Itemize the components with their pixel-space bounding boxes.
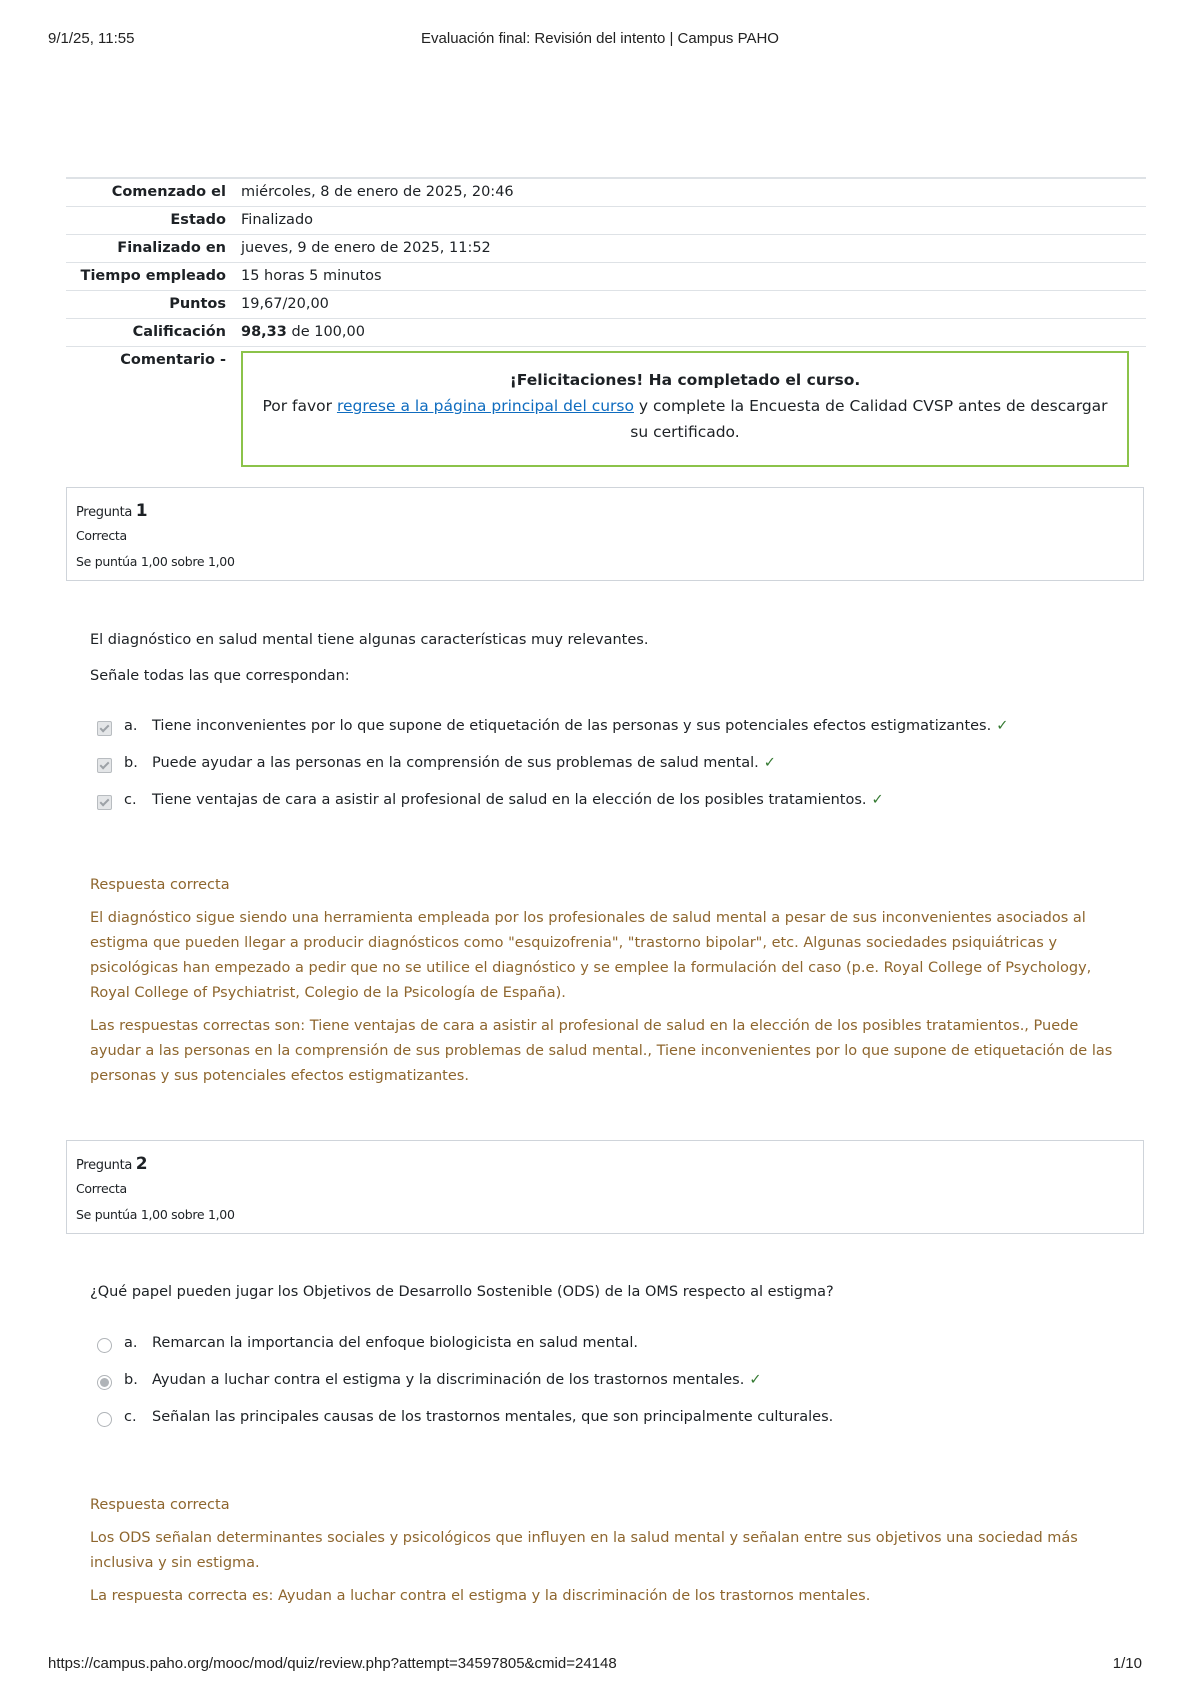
answer-letter: b. — [124, 1372, 138, 1388]
summary-value: Finalizado — [241, 212, 314, 228]
question-label: Pregunta — [76, 1158, 133, 1173]
answer-letter: a. — [124, 718, 138, 734]
question-grade: Se puntúa 1,00 sobre 1,00 — [76, 1207, 235, 1222]
print-page-title: Evaluación final: Revisión del intento | Campus PAHO — [421, 30, 779, 47]
question-label: Pregunta — [76, 505, 133, 520]
answer-option[interactable] — [97, 792, 1008, 829]
answer-option[interactable] — [97, 1335, 833, 1372]
general-feedback: Los ODS señalan determinantes sociales y psicológicos que influyen en la salud mental y señalan entre sus objetivos una sociedad más inclusiva y sin estigma. — [90, 1530, 1078, 1571]
question-feedback-1 — [90, 874, 1130, 1097]
summary-value — [241, 319, 1146, 347]
summary-label: Comenzado el — [111, 184, 226, 200]
question-state: Correcta — [76, 1181, 127, 1196]
grade-suffix: de 100,00 — [291, 324, 365, 340]
summary-value: 19,67/20,00 — [241, 296, 329, 312]
answer-list-2 — [97, 1335, 833, 1446]
summary-label: Estado — [170, 212, 226, 228]
answer-option[interactable] — [97, 755, 1008, 792]
answer-letter: c. — [124, 792, 137, 808]
question-feedback-2 — [90, 1494, 1130, 1617]
course-home-link[interactable]: regrese a la página principal del curso — [336, 397, 634, 415]
feedback-heading: Respuesta correcta — [90, 1497, 230, 1513]
answer-option[interactable] — [97, 1372, 833, 1409]
question-info-1 — [66, 487, 1144, 581]
question-number: 2 — [135, 1154, 148, 1174]
summary-label: Finalizado en — [117, 240, 226, 256]
print-datetime: 9/1/25, 11:55 — [48, 30, 135, 47]
summary-value: jueves, 9 de enero de 2025, 11:52 — [241, 240, 491, 256]
summary-label: Calificación — [132, 324, 226, 340]
answer-option[interactable] — [97, 1409, 833, 1446]
summary-label: Comentario - — [120, 352, 226, 368]
question-info-2 — [66, 1140, 1144, 1234]
feedback-title: ¡Felicitaciones! Ha completado el curso. — [509, 371, 861, 389]
question-prompt: ¿Qué papel pueden jugar los Objetivos de Desarrollo Sostenible (ODS) de la OMS respecto al estigma? — [90, 1284, 834, 1300]
correct-check-icon: ✓ — [749, 1372, 762, 1388]
answer-letter: b. — [124, 755, 138, 771]
print-page-number: 1/10 — [1112, 1655, 1142, 1672]
correct-check-icon: ✓ — [996, 718, 1009, 734]
print-footer — [48, 1655, 1152, 1675]
summary-row-marks — [66, 291, 1146, 319]
radio-unselected[interactable] — [97, 1412, 112, 1427]
question-text-2 — [90, 1279, 834, 1315]
feedback-text-after: y complete la Encuesta de Calidad CVSP antes de descargar su certificado. — [630, 397, 1108, 441]
question-text-1 — [90, 627, 648, 699]
answer-text: Señalan las principales causas de los trastornos mentales, que son principalmente culturales. — [152, 1409, 834, 1425]
answer-letter: a. — [124, 1335, 138, 1351]
feedback-text-before: Por favor — [262, 397, 337, 415]
general-feedback: El diagnóstico sigue siendo una herramienta empleada por los profesionales de salud mental a pesar de sus inconvenientes asociados al estigma que pueden llegar a producir diagnósticos como "esquizofrenia", "trastorno bipolar", etc. Algunas sociedades psiquiátricas y psicológicas han empezado a pedir que no se utilice el diagnóstico y se emplee la formulación del caso (p.e. Royal College of Psychology, Royal College of Psychiatrist, Colegio de la Psicología de España). — [90, 910, 1092, 1001]
question-instruction: Señale todas las que correspondan: — [90, 668, 350, 684]
right-answer: Las respuestas correctas son: Tiene ventajas de cara a asistir al profesional de salud en la elección de los posibles tratamientos., Puede ayudar a las personas en la comprensión de sus problemas de salud mental., Tiene inconvenientes por lo que supone de etiquetación de las personas y sus potenciales efectos estigmatizantes. — [90, 1018, 1113, 1084]
summary-label: Puntos — [169, 296, 226, 312]
answer-text: Remarcan la importancia del enfoque biologicista en salud mental. — [152, 1335, 639, 1351]
answer-text: Ayudan a luchar contra el estigma y la discriminación de los trastornos mentales. — [152, 1372, 745, 1388]
summary-value: miércoles, 8 de enero de 2025, 20:46 — [241, 184, 514, 200]
answer-text: Tiene ventajas de cara a asistir al profesional de salud en la elección de los posibles tratamientos. — [152, 792, 867, 808]
correct-check-icon: ✓ — [871, 792, 884, 808]
checkbox-checked[interactable] — [97, 795, 112, 810]
summary-row-finished — [66, 235, 1146, 263]
feedback-heading: Respuesta correcta — [90, 877, 230, 893]
answer-option[interactable] — [97, 718, 1008, 755]
grade-value: 98,33 — [241, 324, 287, 340]
checkbox-checked[interactable] — [97, 721, 112, 736]
summary-row-grade — [66, 319, 1146, 347]
question-prompt: El diagnóstico en salud mental tiene algunas características muy relevantes. — [90, 632, 649, 648]
summary-label: Tiempo empleado — [80, 268, 226, 284]
summary-row-state — [66, 207, 1146, 235]
answer-text: Tiene inconvenientes por lo que supone de etiquetación de las personas y sus potenciales efectos estigmatizantes. — [152, 718, 992, 734]
right-answer: La respuesta correcta es: Ayudan a luchar contra el estigma y la discriminación de los trastornos mentales. — [90, 1588, 871, 1604]
question-grade: Se puntúa 1,00 sobre 1,00 — [76, 554, 235, 569]
overall-feedback-box — [241, 351, 1129, 467]
correct-check-icon: ✓ — [763, 755, 776, 771]
attempt-summary-table — [66, 177, 1146, 485]
answer-letter: c. — [124, 1409, 137, 1425]
question-number: 1 — [135, 501, 148, 521]
radio-selected[interactable] — [97, 1375, 112, 1390]
print-url: https://campus.paho.org/mooc/mod/quiz/review.php?attempt=34597805&cmid=24148 — [48, 1655, 617, 1672]
print-header — [48, 30, 1152, 50]
checkbox-checked[interactable] — [97, 758, 112, 773]
summary-row-started — [66, 178, 1146, 207]
answer-list-1 — [97, 718, 1008, 829]
summary-value: 15 horas 5 minutos — [241, 268, 382, 284]
summary-row-comment — [66, 347, 1146, 486]
radio-unselected[interactable] — [97, 1338, 112, 1353]
question-state: Correcta — [76, 528, 127, 543]
summary-row-time-taken — [66, 263, 1146, 291]
answer-text: Puede ayudar a las personas en la comprensión de sus problemas de salud mental. — [152, 755, 759, 771]
